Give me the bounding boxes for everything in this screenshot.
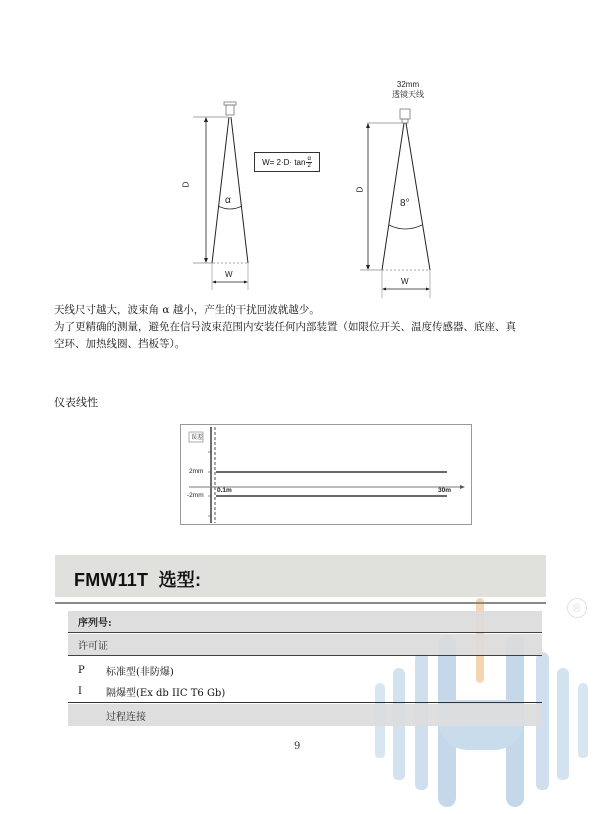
registered-mark-icon: ® (567, 598, 587, 618)
table-row-license (68, 634, 542, 656)
linearity-plot (181, 425, 471, 524)
formula-denominator: 2 (307, 162, 311, 169)
row-label: 许可证 (78, 641, 108, 652)
beam-angle-diagram-generic (180, 95, 280, 290)
table-row-option-p (68, 659, 542, 681)
upper-limit-label: 2mm (189, 468, 204, 475)
antenna-caption (378, 80, 438, 100)
formula-text: W= 2·D· tan (262, 157, 306, 167)
watermark-bar (557, 668, 569, 780)
table-row-serial-number (68, 611, 542, 633)
beam-cone-icon (180, 95, 280, 290)
beam-width-formula (254, 152, 320, 172)
page-number: 9 (294, 741, 301, 752)
paragraph-installation-2: 空环、加热线圈、挡板等）。 (54, 338, 186, 350)
beam-angle-label: α (225, 195, 231, 206)
width-label-w: W (225, 270, 233, 279)
height-label-d: D (181, 181, 191, 188)
lower-limit-label: -2mm (187, 492, 204, 499)
option-label: 标准型(非防爆) (106, 666, 174, 678)
paragraph-beam-angle: 天线尺寸越大，波束角 α 越小，产生的干扰回波就越少。 (54, 304, 320, 316)
x-end-label: 30m (438, 487, 452, 494)
linearity-heading: 仪表线性 (54, 396, 98, 409)
table-row-process-connection (68, 704, 542, 726)
row-label: 序列号: (78, 618, 112, 629)
x-start-label: 0.1m (217, 487, 232, 494)
option-code: I (78, 686, 82, 697)
selection-title: FMW11T 选型: (74, 570, 202, 590)
option-code: P (78, 664, 85, 676)
y-axis-label: 误差 (191, 435, 204, 441)
row-label: 过程连接 (106, 711, 146, 723)
table-row-option-i (68, 681, 542, 703)
formula-fraction (306, 156, 311, 169)
watermark-bar (578, 683, 588, 758)
formula-numerator: α (307, 155, 311, 162)
banner-divider (55, 602, 546, 604)
option-label: 隔爆型(Ex db IIC T6 Gb) (106, 688, 226, 699)
paragraph-installation-1: 为了更精确的测量，避免在信号波束范围内安装任何内部装置（如限位开关、温度传感器、底座、真 (54, 321, 516, 333)
linearity-chart (180, 424, 472, 525)
antenna-size: 32mm (396, 80, 420, 89)
height-label-d-right: D (355, 186, 365, 193)
beam-angle-8deg-label: 8° (400, 198, 410, 209)
antenna-notes (54, 302, 554, 353)
antenna-type: 透镜天线 (392, 90, 424, 99)
width-label-w-right: W (401, 277, 409, 286)
